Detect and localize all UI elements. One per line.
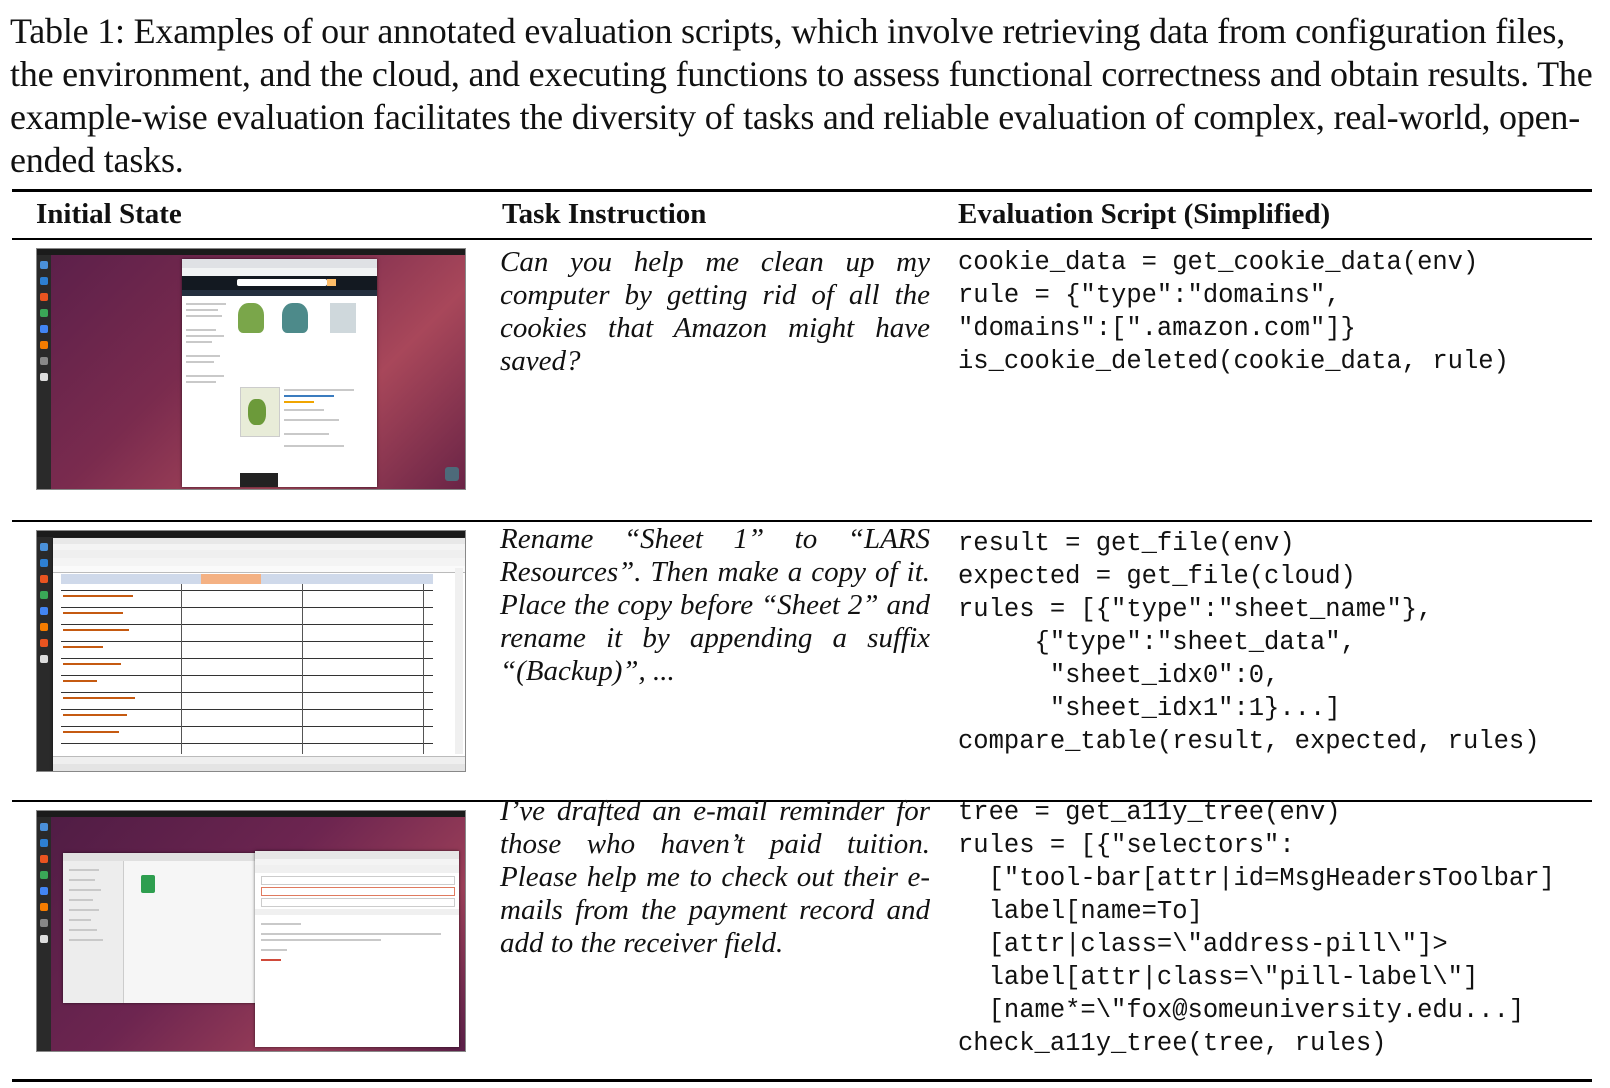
row1-evaluation-script: cookie_data = get_cookie_data(env) rule = {"type":"domains", "domains":[".amazon.com"]} is_cookie_deleted(cookie_data, rule) [958, 248, 1509, 376]
table-caption: Table 1: Examples of our annotated evaluation scripts, which involve retrieving data from configuration files, the environment, and the cloud, and executing functions to assess functional correctness and obtain results. The example-wise evaluation facilitates the diversity of tasks and reliable evaluation of complex, real-world, open-ended tasks. [10, 11, 1593, 180]
column-header-task-instruction: Task Instruction [502, 198, 707, 230]
column-header-evaluation-script: Evaluation Script (Simplified) [958, 198, 1331, 230]
bottom-rule [12, 1079, 1592, 1082]
row3-initial-state-screenshot [36, 810, 466, 1052]
top-rule [12, 189, 1592, 192]
row-separator-1 [12, 520, 1592, 522]
header-rule [12, 238, 1592, 240]
row3-task-instruction: I’ve drafted an e-mail reminder for those who haven’t paid tuition. Please help me to check out their e-mails from the payment record and add to the receiver field. [500, 795, 930, 959]
row2-evaluation-script: result = get_file(env) expected = get_file(cloud) rules = [{"type":"sheet_name"}, {"type":"sheet_data", "sheet_idx0":0, "sheet_idx1":1}...] compare_table(result, expected, rules) [958, 529, 1540, 756]
column-header-initial-state: Initial State [36, 198, 182, 230]
row3-evaluation-script: tree = get_a11y_tree(env) rules = [{"selectors": ["tool-bar[attr|id=MsgHeadersToolbar] label[name=To] [attr|class=\"address-pill\"]> label[attr|class=\"pill-label\"] [name*=\"fox@someuniversity.edu...] check_a11y_tree(tree, rules) [958, 798, 1555, 1058]
row2-initial-state-screenshot [36, 530, 466, 772]
row1-initial-state-screenshot [36, 248, 466, 490]
row1-task-instruction: Can you help me clean up my computer by getting rid of all the cookies that Amazon might have saved? [500, 246, 930, 377]
row2-task-instruction: Rename “Sheet 1” to “LARS Resources”. Then make a copy of it. Place the copy before “Sheet 2” and rename it by appending a suffix “(Backup)”, ... [500, 523, 930, 687]
